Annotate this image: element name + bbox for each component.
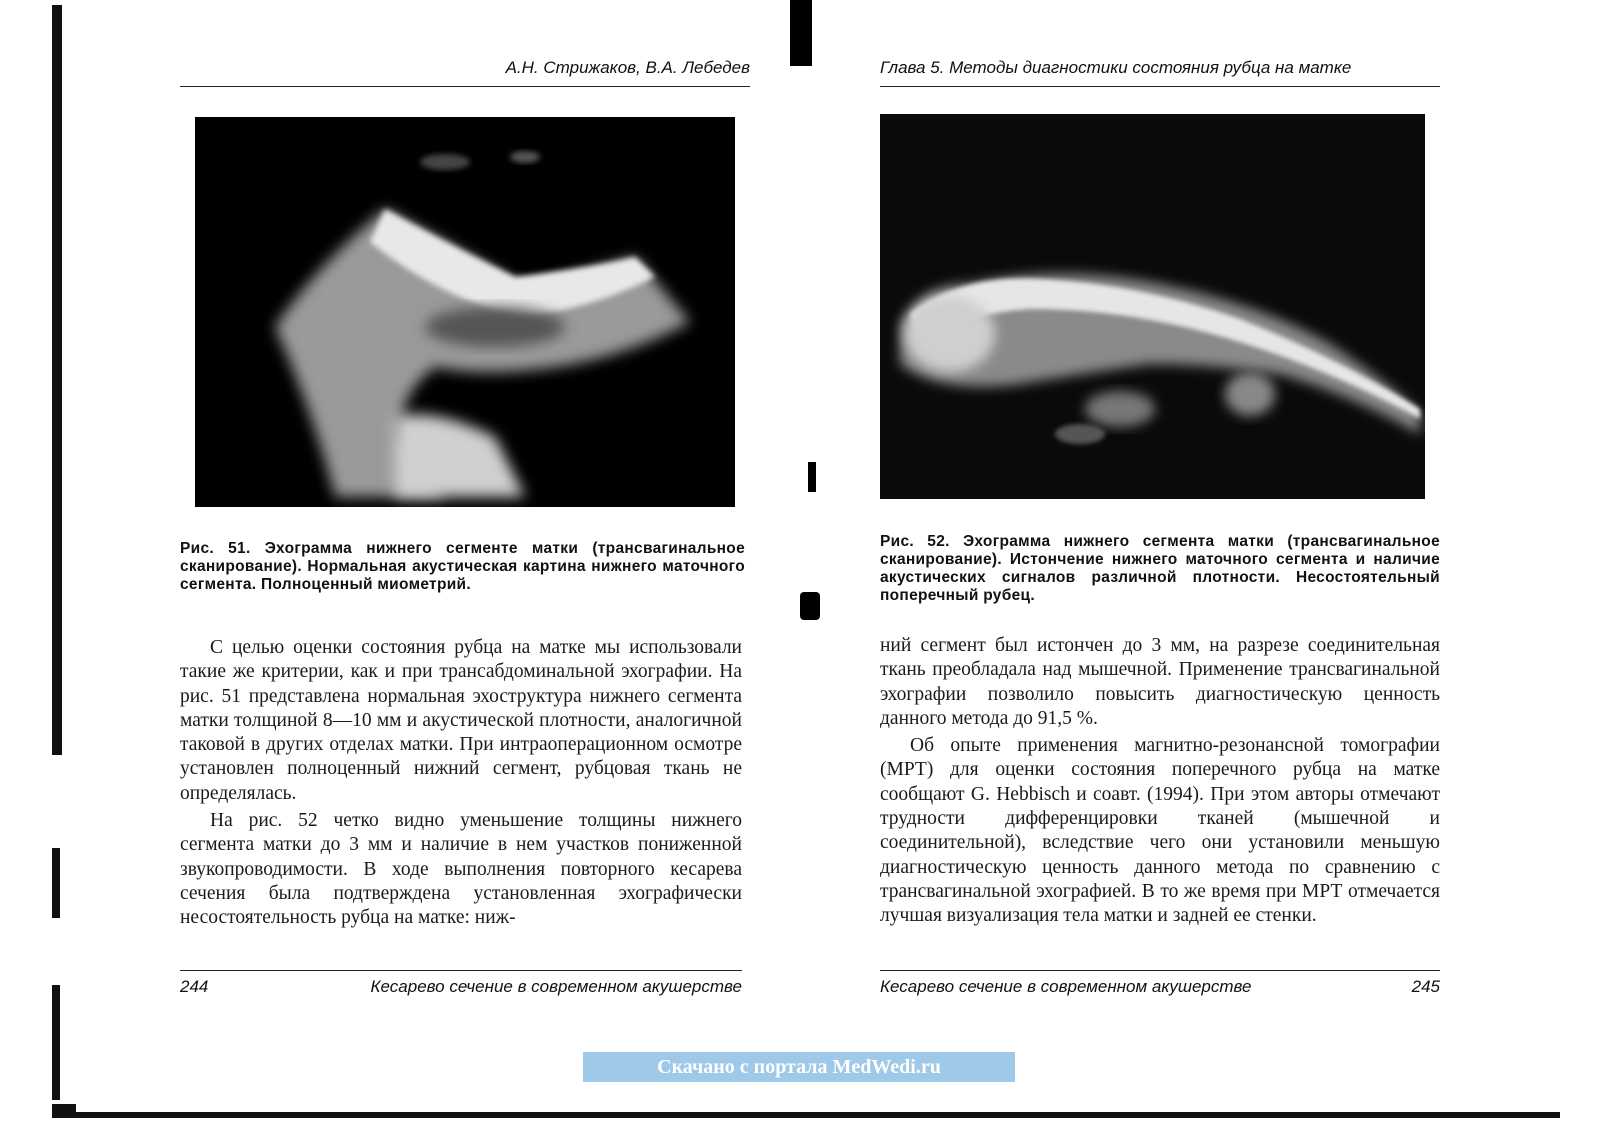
ultrasound-figure-52 [880,114,1425,499]
paragraph-continued: ний сегмент был истончен до 3 мм, на разрезе соединительная ткань преобладала над мышечной. Применение трансвагинальной эхографии позволило повысить диагностическую ценность данного метода до 91,5 %. [880,635,1440,729]
gutter-mark [790,0,812,66]
body-text [180,636,742,931]
page-footer [880,970,1440,997]
paragraph: С целью оценки состояния рубца на матке мы использовали такие же критерии, как и при трансабдоминальной эхографии. На рис. 51 представлена нормальная эхоструктура нижнего сегмента матки толщиной 8—10 мм и акустической плотности, аналогичной таковой в других отделах матки. При интраоперационном осмотре установлен полноценный нижний сегмент, рубцовая ткань не определялась. [180,637,742,804]
paragraph: Об опыте применения магнитно-резонансной томографии (МРТ) для оценки состояния поперечного рубца на матке сообщают G. Hebbisch и соавт. (1994). При этом авторы отмечают трудности дифференцировки тканей (мышечной и соединительной), вследствие чего они установили меньшую диагностическую ценность данного метода по сравнению с трансвагинальной эхографией. В то же время при МРТ отмечается лучшая визуализация тела матки и задней ее стенки. [880,735,1440,927]
left-page [180,0,750,1100]
gutter-mark [800,592,820,620]
body-text [880,634,1440,929]
figure-caption: Рис. 52. Эхограмма нижнего сегмента матки (трансвагинальное сканирование). Истончение нижнего маточного сегмента и наличие акустических сигналов различной плотности. Несостоятельный поперечный рубец. [880,533,1440,604]
download-watermark: Скачано с портала MedWedi.ru [583,1052,1015,1082]
gutter-mark [808,462,816,492]
figure-caption: Рис. 51. Эхограмма нижнего сегменте матки (трансвагинальное сканирование). Нормальная акустическая картина нижнего маточного сегмента. Полноценный миометрий. [180,540,745,593]
echogram-image [195,117,735,507]
paragraph: На рис. 52 четко видно уменьшение толщины нижнего сегмента матки до 3 мм и наличие в нем участков пониженной звукопроводимости. В ходе выполнения повторного кесарева сечения была подтверждена установленная эхографически несостоятельность рубца на матке: ниж- [180,810,742,929]
ultrasound-figure-51 [195,117,735,507]
running-head: Глава 5. Методы диагностики состояния рубца на матке [880,58,1440,87]
page-number: 244 [180,977,209,996]
scan-bottom-edge [52,1112,1560,1118]
footer-title: Кесарево сечение в современном акушерстве [370,977,742,996]
footer-title: Кесарево сечение в современном акушерстве [880,977,1252,996]
right-page [880,0,1440,1100]
page-footer [180,970,742,997]
echogram-image [880,114,1425,499]
page-number: 245 [1411,977,1440,996]
running-head: А.Н. Стрижаков, В.А. Лебедев [180,58,750,87]
scan-binding-edge [52,0,66,1131]
